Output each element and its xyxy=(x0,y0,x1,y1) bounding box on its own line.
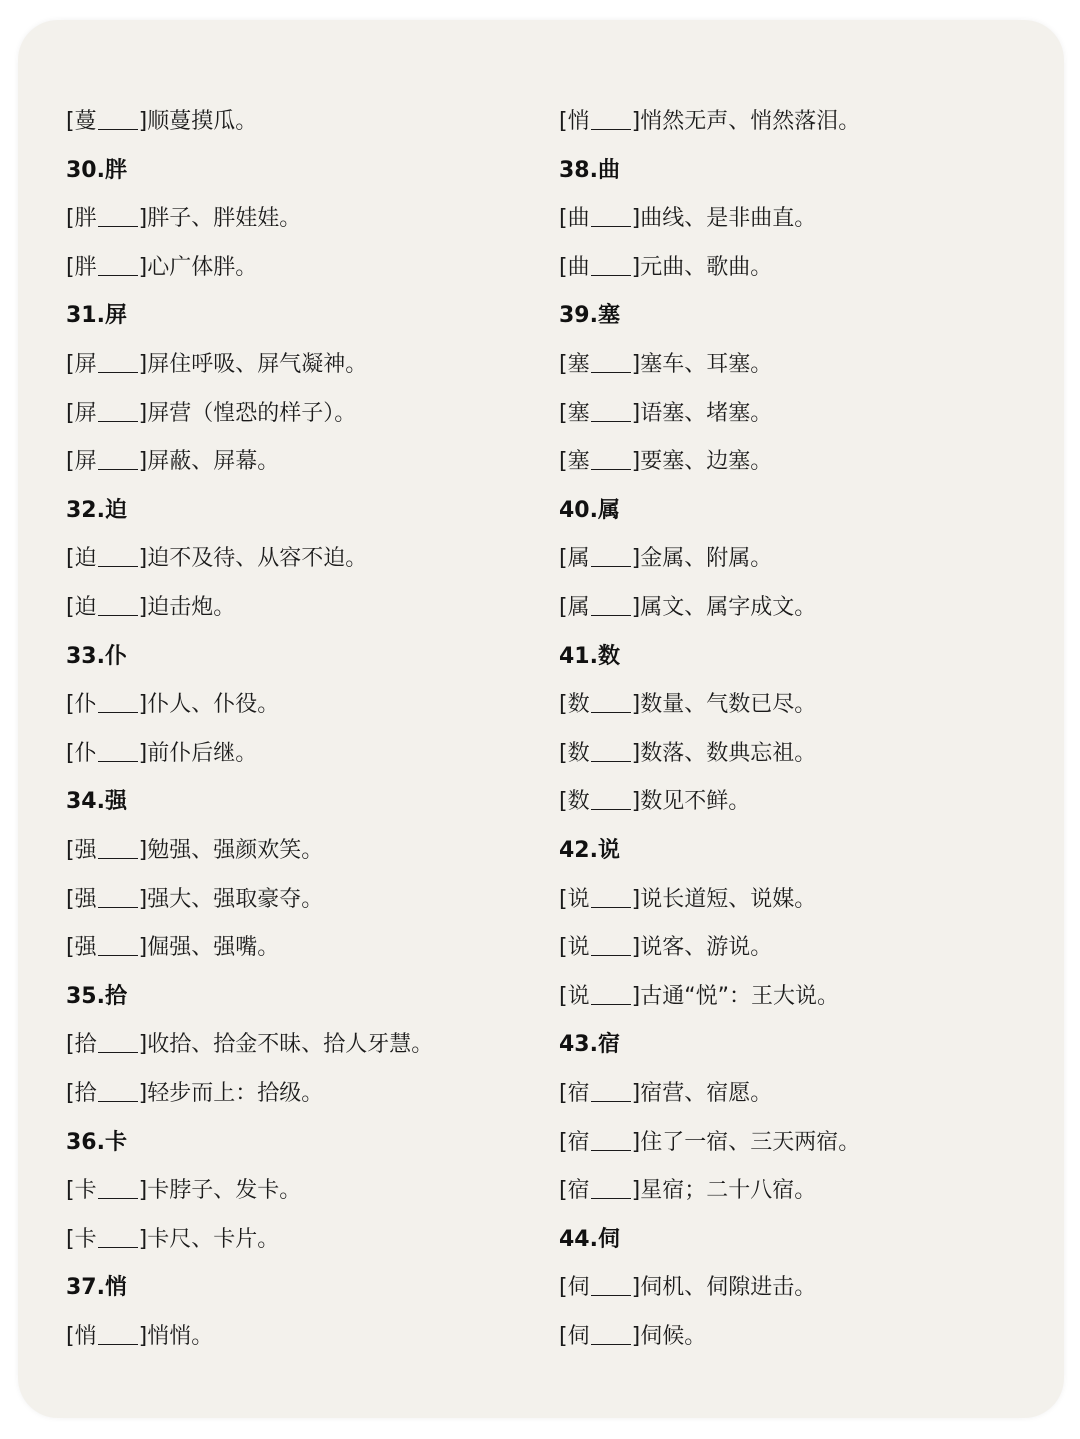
open-bracket: [ xyxy=(66,546,75,572)
fill-in-line xyxy=(66,1030,433,1060)
answer-blank[interactable] xyxy=(591,399,631,422)
close-bracket: ] xyxy=(631,886,641,912)
close-bracket: ] xyxy=(631,352,641,377)
open-bracket: [ xyxy=(66,352,75,377)
answer-blank[interactable] xyxy=(591,739,631,762)
target-character: 悄 xyxy=(74,1324,97,1349)
open-bracket: [ xyxy=(66,1324,75,1349)
fill-in-line xyxy=(559,787,750,817)
answer-blank[interactable] xyxy=(591,1273,631,1296)
example-words: 悄悄。 xyxy=(147,1324,214,1349)
close-bracket: ] xyxy=(138,352,148,377)
answer-blank[interactable] xyxy=(98,447,138,470)
close-bracket: ] xyxy=(138,546,148,572)
example-words: 元曲、歌曲。 xyxy=(640,254,773,280)
answer-blank[interactable] xyxy=(98,204,138,227)
character-heading: 30.胖 xyxy=(66,157,127,183)
open-bracket: [ xyxy=(66,595,75,620)
example-words: 要塞、边塞。 xyxy=(640,449,773,475)
example-words: 宿营、宿愿。 xyxy=(640,1081,773,1106)
open-bracket: [ xyxy=(559,886,568,912)
close-bracket: ] xyxy=(631,1275,641,1301)
answer-blank[interactable] xyxy=(98,739,138,762)
character-heading: 40.属 xyxy=(559,497,620,523)
answer-blank[interactable] xyxy=(591,593,631,616)
open-bracket: [ xyxy=(559,109,568,134)
target-character: 塞 xyxy=(567,400,590,426)
close-bracket: ] xyxy=(631,740,641,766)
target-character: 属 xyxy=(567,546,590,572)
fill-in-line xyxy=(66,350,367,380)
character-heading: 34.强 xyxy=(66,789,127,815)
example-words: 住了一宿、三天两宿。 xyxy=(640,1129,861,1155)
fill-in-line xyxy=(66,933,279,963)
open-bracket: [ xyxy=(559,935,568,961)
close-bracket: ] xyxy=(138,400,148,426)
target-character: 屏 xyxy=(74,449,97,475)
answer-blank[interactable] xyxy=(591,204,631,227)
character-heading: 35.拾 xyxy=(66,983,127,1009)
fill-in-line xyxy=(66,1225,279,1255)
open-bracket: [ xyxy=(66,740,75,766)
answer-blank[interactable] xyxy=(98,885,138,908)
close-bracket: ] xyxy=(631,206,641,232)
example-words: 说长道短、说媒。 xyxy=(640,886,817,912)
answer-blank[interactable] xyxy=(591,447,631,470)
open-bracket: [ xyxy=(66,838,75,863)
answer-blank[interactable] xyxy=(591,544,631,567)
target-character: 拾 xyxy=(74,1032,97,1058)
close-bracket: ] xyxy=(138,838,148,863)
example-words: 轻步而上：拾级。 xyxy=(147,1081,324,1106)
open-bracket: [ xyxy=(559,740,568,766)
example-words: 仆人、仆役。 xyxy=(147,692,280,718)
fill-in-line xyxy=(559,253,772,283)
target-character: 宿 xyxy=(567,1178,590,1204)
example-words: 曲线、是非曲直。 xyxy=(640,206,817,232)
example-words: 心广体胖。 xyxy=(147,254,258,280)
close-bracket: ] xyxy=(138,935,148,961)
target-character: 悄 xyxy=(567,109,590,134)
target-character: 宿 xyxy=(567,1081,590,1106)
fill-in-line xyxy=(559,933,772,963)
target-character: 说 xyxy=(567,886,590,912)
fill-in-line xyxy=(66,836,323,866)
answer-blank[interactable] xyxy=(591,690,631,713)
answer-blank[interactable] xyxy=(98,1225,138,1248)
open-bracket: [ xyxy=(559,595,568,620)
close-bracket: ] xyxy=(138,1032,148,1058)
target-character: 塞 xyxy=(567,352,590,377)
close-bracket: ] xyxy=(631,254,641,280)
target-character: 强 xyxy=(74,838,97,863)
open-bracket: [ xyxy=(66,692,75,718)
close-bracket: ] xyxy=(631,983,641,1009)
answer-blank[interactable] xyxy=(591,350,631,373)
close-bracket: ] xyxy=(631,595,641,620)
example-words: 古通“悦”：王大说。 xyxy=(640,983,839,1009)
close-bracket: ] xyxy=(138,449,148,475)
example-words: 语塞、堵塞。 xyxy=(640,400,773,426)
character-heading: 38.曲 xyxy=(559,157,620,183)
open-bracket: [ xyxy=(559,254,568,280)
close-bracket: ] xyxy=(138,206,148,232)
target-character: 塞 xyxy=(567,449,590,475)
open-bracket: [ xyxy=(66,109,75,134)
fill-in-line xyxy=(559,544,772,574)
open-bracket: [ xyxy=(66,886,75,912)
example-words: 胖子、胖娃娃。 xyxy=(147,206,302,232)
fill-in-line xyxy=(66,253,257,283)
target-character: 拾 xyxy=(74,1081,97,1106)
close-bracket: ] xyxy=(631,1324,641,1349)
open-bracket: [ xyxy=(66,254,75,280)
answer-blank[interactable] xyxy=(591,1079,631,1102)
open-bracket: [ xyxy=(66,1032,75,1058)
fill-in-line xyxy=(66,739,257,769)
fill-in-line xyxy=(66,204,301,234)
answer-blank[interactable] xyxy=(98,690,138,713)
answer-blank[interactable] xyxy=(591,1322,631,1345)
close-bracket: ] xyxy=(631,449,641,475)
target-character: 卡 xyxy=(74,1178,97,1204)
fill-in-line xyxy=(66,107,257,137)
open-bracket: [ xyxy=(66,206,75,232)
target-character: 强 xyxy=(74,935,97,961)
character-heading: 31.屏 xyxy=(66,303,127,329)
close-bracket: ] xyxy=(631,1178,641,1204)
character-heading: 43.宿 xyxy=(559,1032,620,1058)
close-bracket: ] xyxy=(138,1178,148,1204)
fill-in-line xyxy=(66,690,279,720)
fill-in-line xyxy=(559,204,816,234)
close-bracket: ] xyxy=(631,1081,641,1106)
open-bracket: [ xyxy=(66,449,75,475)
close-bracket: ] xyxy=(138,595,148,620)
fill-in-line xyxy=(559,1128,860,1158)
close-bracket: ] xyxy=(138,740,148,766)
target-character: 迫 xyxy=(74,546,97,572)
answer-blank[interactable] xyxy=(591,982,631,1005)
character-heading: 42.说 xyxy=(559,838,620,863)
fill-in-line xyxy=(559,107,860,137)
target-character: 宿 xyxy=(567,1129,590,1155)
fill-in-line xyxy=(66,593,235,623)
character-heading: 32.迫 xyxy=(66,497,127,523)
character-heading: 33.仆 xyxy=(66,643,127,669)
close-bracket: ] xyxy=(138,1324,148,1349)
open-bracket: [ xyxy=(559,692,568,718)
open-bracket: [ xyxy=(66,1178,75,1204)
open-bracket: [ xyxy=(559,789,568,815)
answer-blank[interactable] xyxy=(98,544,138,567)
close-bracket: ] xyxy=(631,1129,641,1155)
close-bracket: ] xyxy=(631,546,641,572)
answer-blank[interactable] xyxy=(591,933,631,956)
example-words: 星宿；二十八宿。 xyxy=(640,1178,817,1204)
answer-blank[interactable] xyxy=(591,787,631,810)
fill-in-line xyxy=(559,982,839,1012)
example-words: 勉强、强颜欢笑。 xyxy=(147,838,324,863)
example-words: 数落、数典忘祖。 xyxy=(640,740,817,766)
example-words: 悄然无声、悄然落泪。 xyxy=(640,109,861,134)
answer-blank[interactable] xyxy=(98,253,138,276)
close-bracket: ] xyxy=(631,109,641,134)
example-words: 数见不鲜。 xyxy=(640,789,751,815)
target-character: 数 xyxy=(567,789,590,815)
close-bracket: ] xyxy=(138,1081,148,1106)
target-character: 屏 xyxy=(74,352,97,377)
open-bracket: [ xyxy=(559,400,568,426)
close-bracket: ] xyxy=(138,886,148,912)
answer-blank[interactable] xyxy=(591,253,631,276)
fill-in-line xyxy=(66,885,323,915)
answer-blank[interactable] xyxy=(98,107,138,130)
answer-blank[interactable] xyxy=(591,1128,631,1151)
target-character: 蔓 xyxy=(74,109,97,134)
example-words: 强大、强取豪夺。 xyxy=(147,886,324,912)
open-bracket: [ xyxy=(559,1178,568,1204)
example-words: 屏蔽、屏幕。 xyxy=(147,449,280,475)
example-words: 伺机、伺隙进击。 xyxy=(640,1275,817,1301)
target-character: 曲 xyxy=(567,254,590,280)
example-words: 倔强、强嘴。 xyxy=(147,935,280,961)
fill-in-line xyxy=(559,1079,772,1109)
close-bracket: ] xyxy=(631,400,641,426)
character-heading: 41.数 xyxy=(559,643,620,669)
open-bracket: [ xyxy=(66,400,75,426)
target-character: 属 xyxy=(567,595,590,620)
target-character: 屏 xyxy=(74,400,97,426)
target-character: 数 xyxy=(567,740,590,766)
open-bracket: [ xyxy=(559,1081,568,1106)
open-bracket: [ xyxy=(559,352,568,377)
example-words: 数量、气数已尽。 xyxy=(640,692,817,718)
example-words: 收拾、拾金不昧、拾人牙慧。 xyxy=(147,1032,434,1058)
target-character: 伺 xyxy=(567,1324,590,1349)
open-bracket: [ xyxy=(559,1129,568,1155)
open-bracket: [ xyxy=(559,1324,568,1349)
example-words: 卡尺、卡片。 xyxy=(147,1226,280,1252)
fill-in-line xyxy=(66,1079,323,1109)
character-heading: 36.卡 xyxy=(66,1129,127,1155)
open-bracket: [ xyxy=(66,1081,75,1106)
answer-blank[interactable] xyxy=(98,1176,138,1199)
open-bracket: [ xyxy=(66,935,75,961)
target-character: 卡 xyxy=(74,1226,97,1252)
example-words: 说客、游说。 xyxy=(640,935,773,961)
target-character: 仆 xyxy=(74,692,97,718)
fill-in-line xyxy=(66,447,279,477)
target-character: 强 xyxy=(74,886,97,912)
close-bracket: ] xyxy=(631,935,641,961)
open-bracket: [ xyxy=(66,1226,75,1252)
fill-in-line xyxy=(559,350,772,380)
fill-in-line xyxy=(559,593,816,623)
close-bracket: ] xyxy=(631,692,641,718)
answer-blank[interactable] xyxy=(98,836,138,859)
character-heading: 39.塞 xyxy=(559,303,620,329)
answer-blank[interactable] xyxy=(98,593,138,616)
open-bracket: [ xyxy=(559,1275,568,1301)
example-words: 金属、附属。 xyxy=(640,546,773,572)
fill-in-line xyxy=(559,1273,816,1303)
target-character: 仆 xyxy=(74,740,97,766)
fill-in-line xyxy=(559,885,816,915)
example-words: 顺蔓摸瓜。 xyxy=(147,109,258,134)
close-bracket: ] xyxy=(138,109,148,134)
target-character: 数 xyxy=(567,692,590,718)
fill-in-line xyxy=(66,1322,213,1352)
answer-blank[interactable] xyxy=(591,885,631,908)
fill-in-line xyxy=(66,544,367,574)
fill-in-line xyxy=(559,447,772,477)
close-bracket: ] xyxy=(138,692,148,718)
target-character: 曲 xyxy=(567,206,590,232)
example-words: 伺候。 xyxy=(640,1324,707,1349)
example-words: 迫不及待、从容不迫。 xyxy=(147,546,368,572)
answer-blank[interactable] xyxy=(98,350,138,373)
answer-blank[interactable] xyxy=(591,107,631,130)
target-character: 迫 xyxy=(74,595,97,620)
answer-blank[interactable] xyxy=(98,933,138,956)
close-bracket: ] xyxy=(631,789,641,815)
answer-blank[interactable] xyxy=(98,1079,138,1102)
open-bracket: [ xyxy=(559,206,568,232)
target-character: 说 xyxy=(567,935,590,961)
example-words: 塞车、耳塞。 xyxy=(640,352,773,377)
target-character: 伺 xyxy=(567,1275,590,1301)
example-words: 前仆后继。 xyxy=(147,740,258,766)
fill-in-line xyxy=(66,399,356,429)
example-words: 属文、属字成文。 xyxy=(640,595,817,620)
fill-in-line xyxy=(559,739,816,769)
example-words: 屏营（惶恐的样子）。 xyxy=(147,400,357,426)
answer-blank[interactable] xyxy=(591,1176,631,1199)
example-words: 迫击炮。 xyxy=(147,595,236,620)
fill-in-line xyxy=(559,1176,816,1206)
example-words: 卡脖子、发卡。 xyxy=(147,1178,302,1204)
close-bracket: ] xyxy=(138,254,148,280)
character-heading: 44.伺 xyxy=(559,1226,620,1252)
target-character: 说 xyxy=(567,983,590,1009)
target-character: 胖 xyxy=(74,206,97,232)
answer-blank[interactable] xyxy=(98,399,138,422)
fill-in-line xyxy=(66,1176,301,1206)
character-heading: 37.悄 xyxy=(66,1275,127,1301)
open-bracket: [ xyxy=(559,983,568,1009)
target-character: 胖 xyxy=(74,254,97,280)
answer-blank[interactable] xyxy=(98,1030,138,1053)
fill-in-line xyxy=(559,1322,706,1352)
worksheet-page xyxy=(18,20,1064,1418)
open-bracket: [ xyxy=(559,449,568,475)
answer-blank[interactable] xyxy=(98,1322,138,1345)
fill-in-line xyxy=(559,399,772,429)
example-words: 屏住呼吸、屏气凝神。 xyxy=(147,352,368,377)
fill-in-line xyxy=(559,690,816,720)
close-bracket: ] xyxy=(138,1226,148,1252)
open-bracket: [ xyxy=(559,546,568,572)
